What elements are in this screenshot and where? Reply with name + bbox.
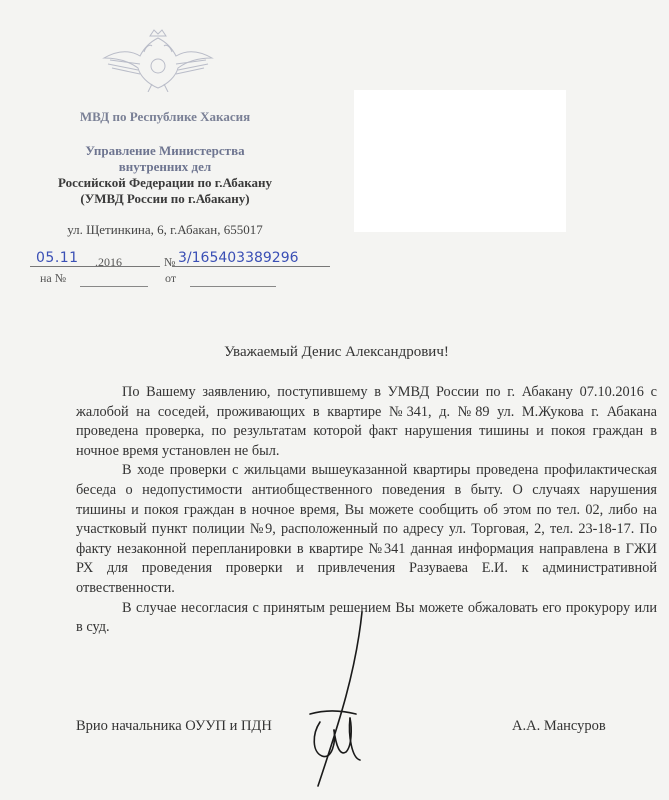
date-underline bbox=[30, 266, 160, 267]
outgoing-date-handwritten: 05.11 bbox=[36, 250, 79, 266]
letter-paragraph: В ходе проверки с жильцами вышеуказанной квартиры проведена профилактическая беседа о недопустимости антиобщественного поведения в быту. О случаях нарушения тишины и покоя граждан в ночное время, Вы можете сообщить об этом по тел. 02, либо на участковый пункт полиции №9, расположенный по адресу ул. Торговая, 2, тел. 23-18-17. По факту незаконной перепланировки в квартире №341 данная информация направлена в ГЖИ РХ для проведения проверки и привлечения Разуваева Е.И. к административной отвественности. bbox=[76, 462, 657, 596]
ministry-name: МВД по Республике Хакасия bbox=[79, 109, 251, 124]
department-line-2: внутренних дел bbox=[118, 159, 212, 174]
double-headed-eagle-emblem-icon bbox=[100, 28, 216, 92]
signer-title: Врио начальника ОУУП и ПДН bbox=[76, 718, 272, 734]
letter-greeting: Уважаемый Денис Александрович! bbox=[224, 344, 449, 360]
from-line bbox=[190, 286, 276, 287]
department-line-1: Управление Министерства bbox=[85, 143, 245, 158]
handwritten-signature-icon bbox=[290, 610, 380, 790]
outgoing-date-year: .2016 bbox=[95, 255, 122, 269]
letter-paragraph: В случае несогласия с принятым решением Вы можете обжаловать его прокурору или в суд. bbox=[76, 599, 657, 636]
outgoing-number-sign: № bbox=[164, 255, 176, 269]
from-label: от bbox=[165, 271, 177, 285]
redacted-recipient-block bbox=[354, 90, 566, 232]
in-reply-line bbox=[80, 286, 148, 287]
federation-line-2: (УМВД России по г.Абакану) bbox=[80, 191, 250, 206]
federation-line-1: Российской Федерации по г.Абакану bbox=[58, 175, 272, 190]
number-underline bbox=[172, 266, 330, 267]
sender-address: ул. Щетинкина, 6, г.Абакан, 655017 bbox=[67, 222, 263, 237]
outgoing-number-handwritten: 3/165403389296 bbox=[178, 250, 299, 266]
letter-body bbox=[76, 383, 657, 638]
letter-paragraph: По Вашему заявлению, поступившему в УМВД России по г. Абакану 07.10.2016 с жалобой на соседей, проживающих в квартире №341, д. №89 ул. М.Жукова г. Абакана проведена проверка, по результатам которой факт нарушения тишины и покоя граждан в ночное время установлен не был. bbox=[76, 384, 657, 459]
signer-name: А.А. Мансуров bbox=[512, 718, 606, 734]
in-reply-label: на № bbox=[40, 271, 67, 285]
